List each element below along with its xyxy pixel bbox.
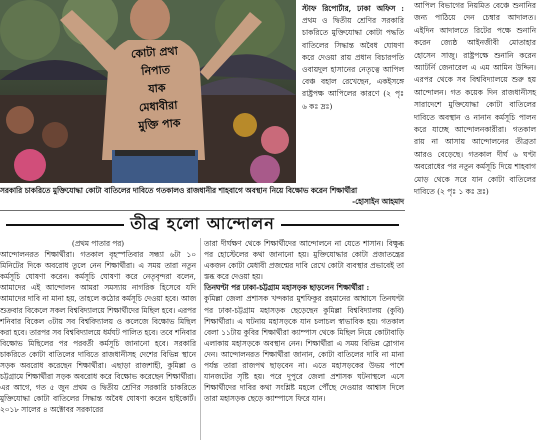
continued-note: (প্রথম পাতার পর) xyxy=(71,239,125,248)
headline xyxy=(0,212,405,236)
slogan-line: মুক্তি পাক xyxy=(138,116,181,133)
slogan-line: যাক xyxy=(147,81,167,96)
subheading: তিনঘণ্টা পর ঢাকা-চট্টগ্রাম মহাসড়ক ছাড়লেন শিক্ষার্থীরা : xyxy=(204,283,370,293)
left-article-column xyxy=(0,238,196,416)
slogan-line: মেধাবীরা xyxy=(138,98,178,115)
slogan-line: কোটা প্রথা xyxy=(130,44,179,61)
photo-caption xyxy=(0,185,404,207)
column-divider xyxy=(200,238,201,440)
right-column xyxy=(410,0,536,208)
caption-text: সরকারি চাকরিতে মুক্তিযোদ্ধা কোটা বাতিলের দাবিতে গতকালও রাজধানীর শাহবাগে অবস্থান নিয়ে বিক্ষোভ করেন শিক্ষার্থীরা xyxy=(0,186,358,195)
left-column-text: আন্দোলনরত শিক্ষার্থীরা। গতকাল বৃহস্পতিবার সন্ধ্যা ৬টা ১০ মিনিটের দিকে অবরোধ তুলে নেন শিক্ষার্থীরা। এ সময় তারা নতুন কর্মসূচি ঘোষণা করেন। কর্মসূচি ঘোষণা করে নেতৃবৃন্দরা বলেন, আমাদের এই আন্দোলন আমরা সমস্যায় নাগরিক হিসেবে যদি আমাদের দাবি না মানা হয়, তাহলে কঠোর কর্মসূচি দেওয়া হবে। আজ শুক্রবার বিকেলে সকল বিশ্ববিদ্যালয়ে শিক্ষার্থীদের মিছিল হবে। এরপর শনিবার বিকেল ৩টায় সব বিশ্ববিদ্যালয় ও কলেজে বিক্ষোভ মিছিল করা হবে। তারপর সব বিশ্ববিদ্যালয়ে ধর্মঘট পালিত হবে। তবে শনিবার বিক্ষোভ মিছিলের পর পরবর্তী কর্মসূচি জানানো হবে। সরকারি চাকরিতে কোটা বাতিলের দাবিতে রাজধানীসহ দেশের বিভিন্ন স্থানে সড়ক অবরোধ করেছেন শিক্ষার্থীরা। এছাড়া রাজশাহী, কুমিল্লা ও চট্টগ্রামে শিক্ষার্থীরা সড়ক অবরোধ করে বিক্ষোভ করেছেন শিক্ষার্থীরা। এর আগে, গত ৫ জুন প্রথম ও দ্বিতীয় শ্রেণির সরকারি চাকরিতে মুক্তিযোদ্ধা কোটা বাতিলের সিদ্ধান্ত অবৈধ ঘোষণা করেন হাইকোর্ট। ২০১৮ সালের ৪ অক্টোবর সরকারের xyxy=(0,250,197,415)
headline-text: তীব্র হলো আন্দোলন xyxy=(130,214,275,233)
right-column-text: আপিল বিভাগের নিয়মিত বেঞ্চে শুনানির জন্য পাঠিয়ে দেন চেম্বার আদালত। এইদিন আদালতে রিটের পক্ষে শুনানি করেন জ্যেষ্ঠ আইনজীবী মোতাহার হোসেন সাজু। রাষ্ট্রপক্ষে শুনানি করেন অ্যাটর্নি জেনারেল এ এম আমিন উদ্দিন। এরপর থেকে সব বিশ্ববিদ্যালয়ে শুরু হয় আন্দোলন। গত কয়েক দিন রাজধানীসহ সারাদেশে মুক্তিযোদ্ধা কোটা বাতিলের দাবিতে অবস্থান ও নানান কর্মসূচি পালন করে যাচ্ছে আন্দোলনকারীরা। গতকাল রায় না আসায় আন্দোলনের তীব্রতা আরও বেড়েছে। গতকাল দীর্ঘ ৬ ঘণ্টা অবরোধের পর নতুন কর্মসূচি দিয়ে শাহবাগ মোড় থেকে সরে যান কোটা বাতিলের দাবিতে (২ পৃঃ ১ কঃ দ্রঃ) xyxy=(414,1,536,197)
headline-bar xyxy=(6,224,124,226)
mid-body-text: কুমিল্লা জেলা প্রশাসক খন্দকার মুশফিকুর রহমানের আশ্বাসে তিনঘণ্টা পর ঢাকা-চট্টগ্রাম মহাসড়ক ছেড়েছেন কুমিল্লা বিশ্ববিদ্যালয় (কুবি) শিক্ষার্থীরা। এ ঘটনায় মহাসড়কে যান চলাচল স্বাভাবিক হয়। গতকাল বেলা ১১টায় কুবির শিক্ষার্থীরা ক্যাম্পাস থেকে মিছিল নিয়ে কোটাবাড়ি এলাকায় মহাসড়কে অবস্থান নেন। শিক্ষার্থীরা এ সময় বিভিন্ন স্লোগান দেন। আন্দোলনরত শিক্ষার্থীরা জানান, কোটা বাতিলের দাবি না মানা পর্যন্ত তারা রাজপথ ছাড়বেন না। এতে মহাসড়কের উভয় পাশে যানজটের সৃষ্টি হয়। পরে দুপুরে জেলা প্রশাসক ঘটনাস্থলে এসে শিক্ষার্থীদের দাবির কথা সংশ্লিষ্ট মহলে পৌঁছে দেওয়ার আশ্বাস দিলে তারা মহাসড়ক ছেড়ে ক্যাম্পাসে ফিরে যান। xyxy=(204,294,404,404)
mid-article-column xyxy=(204,238,404,404)
slogan-line: নিপাত xyxy=(140,63,171,79)
story-intro-box xyxy=(296,0,406,183)
section-rule xyxy=(0,210,405,211)
news-photo xyxy=(0,0,296,183)
intro-text: প্রথম ও দ্বিতীয় শ্রেণির সরকারি চাকরিতে মুক্তিযোদ্ধা কোটা পদ্ধতি বাতিলের সিদ্ধান্ত অবৈধ ঘোষণা করে দেওয়া রায় প্রধান বিচারপতি ওবায়দুল হাসানের নেতৃত্বে আপিল বেঞ্চ বহাল রেখেছেন, একইসঙ্গে রাষ্ট্রপক্ষ আপিলের কারণে (২ পৃঃ ৬ কঃ দ্রঃ) xyxy=(302,16,404,111)
headline-bar xyxy=(281,224,399,226)
dateline: স্টাফ রিপোর্টার, ঢাকা অফিস : xyxy=(302,4,404,13)
photo-credit: -হোসাইন আহমাদ xyxy=(352,197,404,206)
mid-intro-text: তারা দীর্ঘক্ষণ থেকে শিক্ষার্থীদের আন্দোলনে না যেতে শাসান। বিক্ষুব্ধ পর হোস্টেলের কথা জানানো হয়। মুক্তিযোদ্ধার কোটা প্রজাতন্ত্রের একজন কোটা মেধাবী প্রজন্মের দাবি রেখে কোটা ব্যবস্থার প্রভাবেই তা স্তব্ধ করে দেওয়া হয়। xyxy=(204,239,404,282)
body-painted-slogan xyxy=(115,41,199,136)
